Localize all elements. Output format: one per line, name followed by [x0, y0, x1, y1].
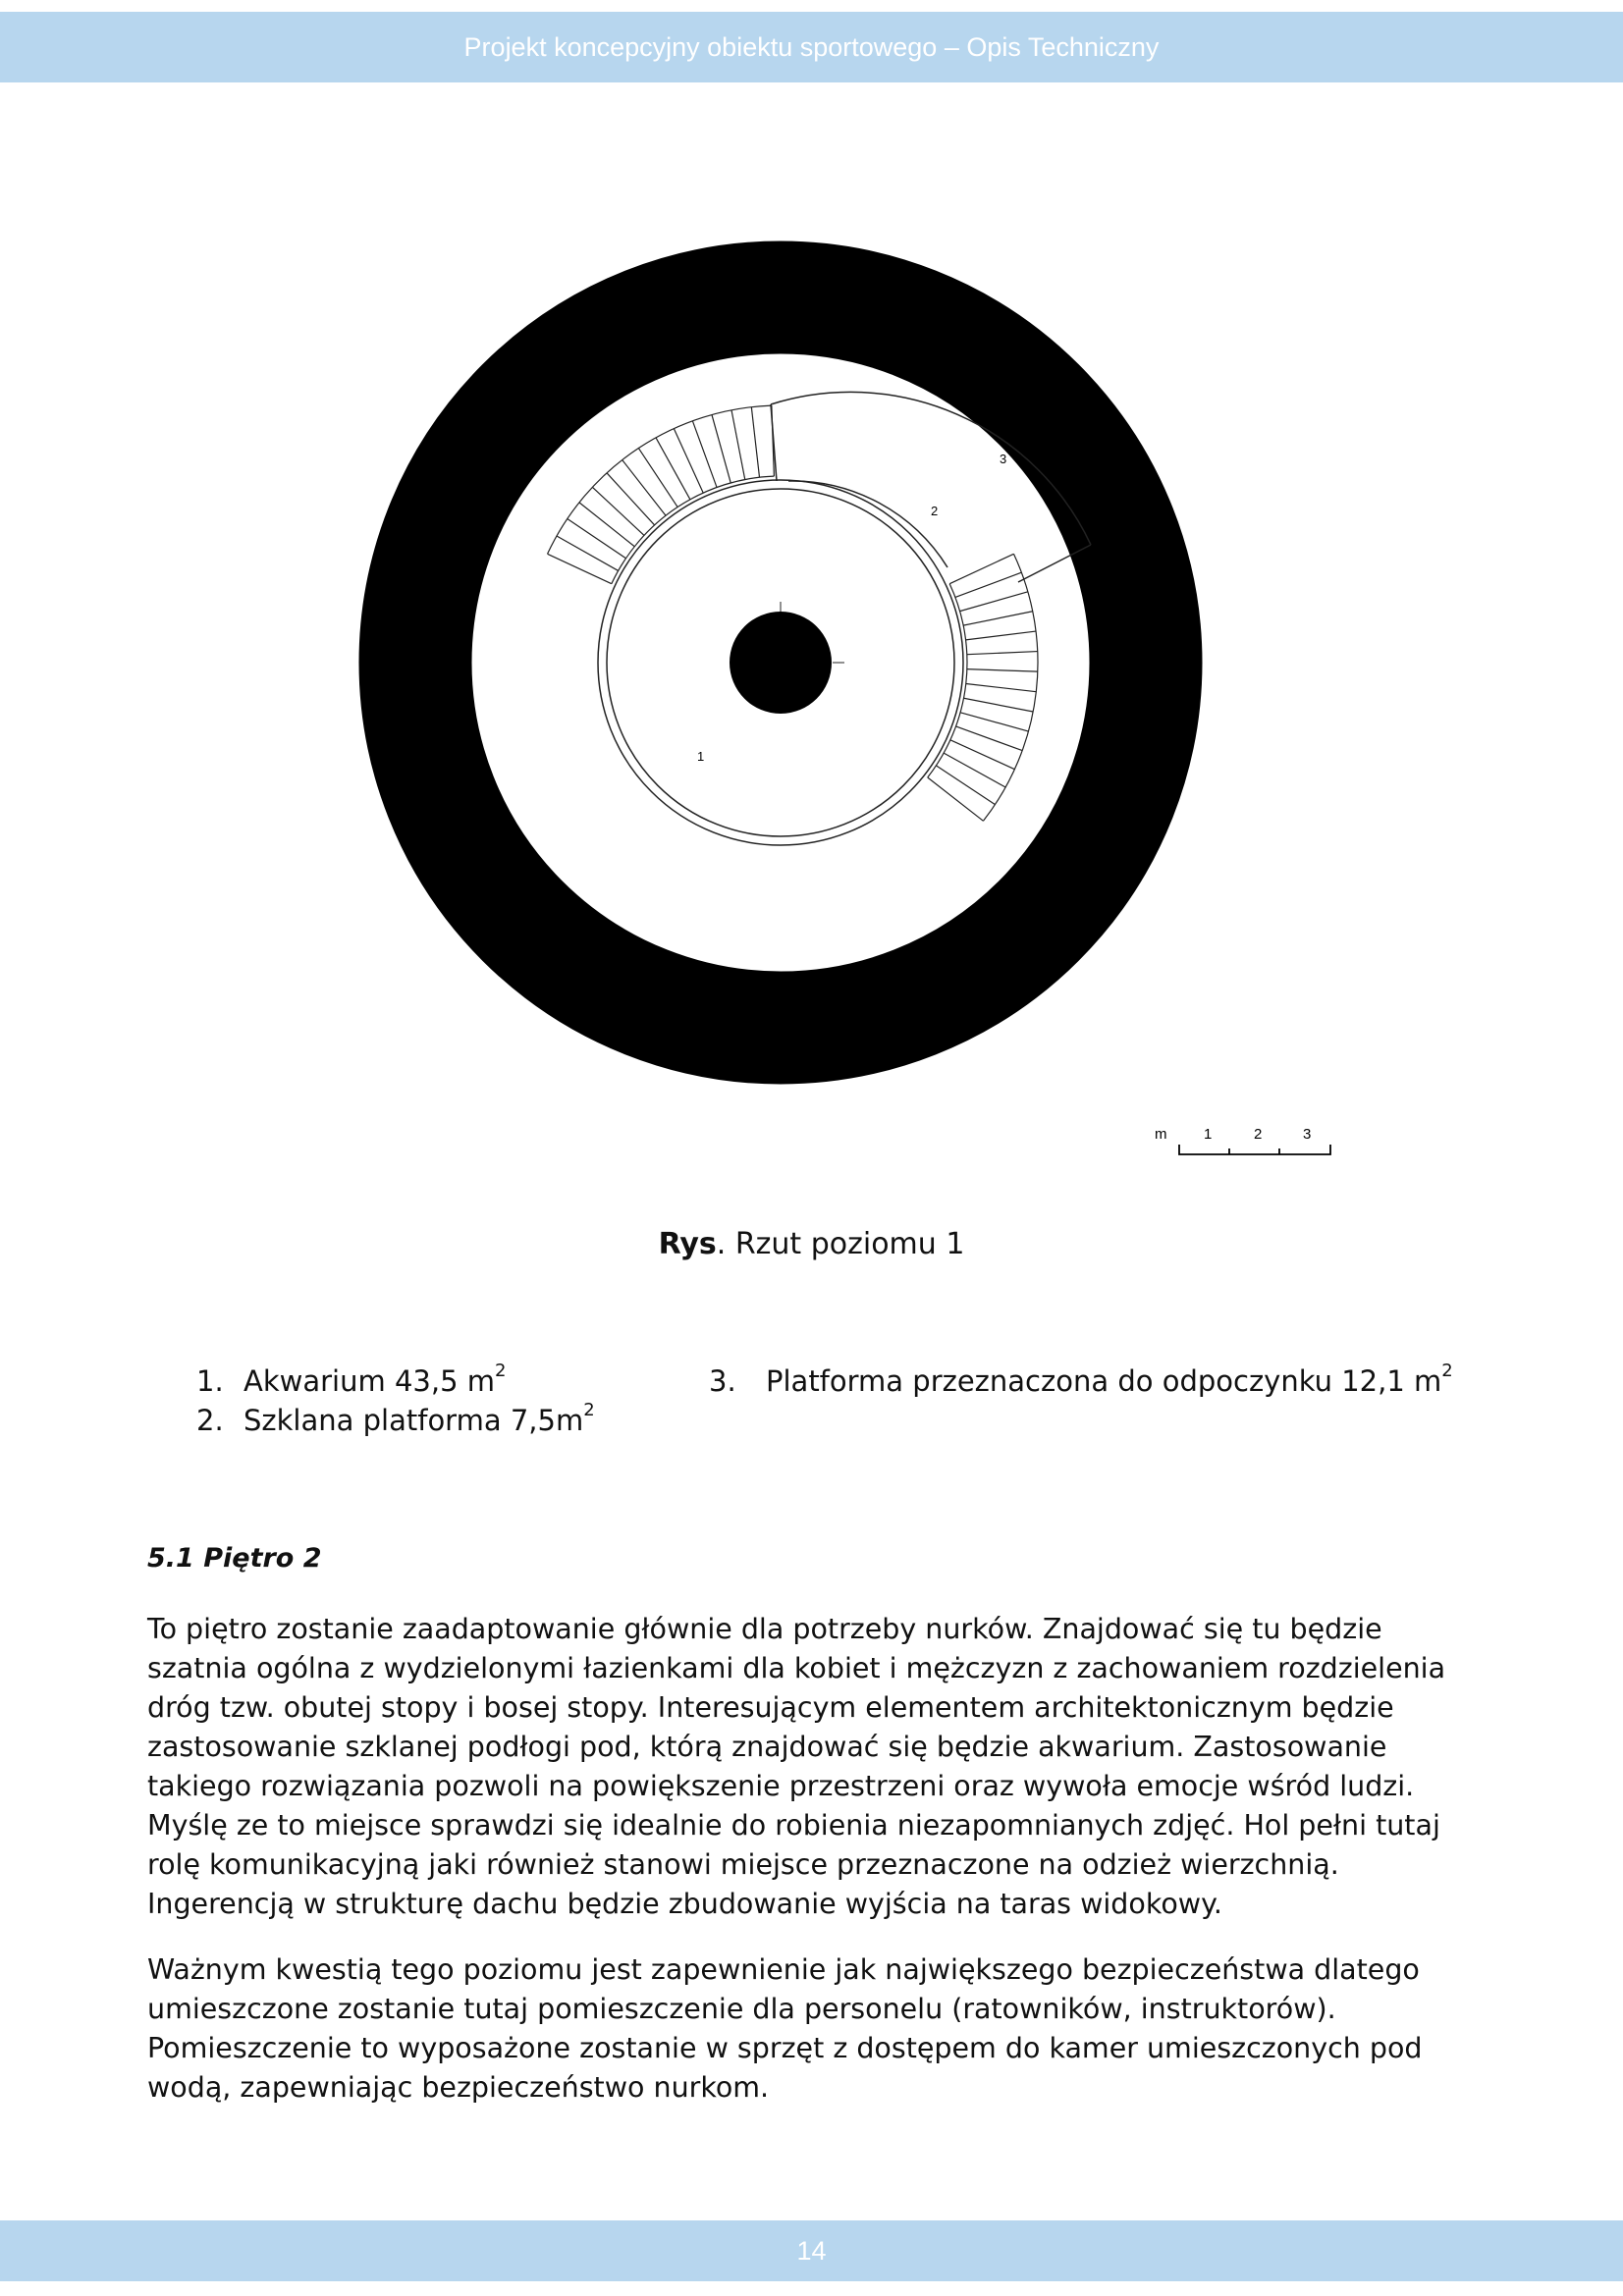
stair-step: [936, 766, 995, 805]
legend-item-2: [196, 1400, 595, 1437]
scale-tick-3: 3: [1303, 1126, 1312, 1143]
stair-step: [751, 407, 759, 478]
stair-right: [928, 554, 1038, 821]
room-label-1: 1: [697, 749, 705, 764]
page-footer: [0, 2220, 1623, 2281]
stair-step: [622, 460, 666, 516]
stair-step: [592, 487, 644, 535]
central-column: [730, 612, 832, 714]
stair-step: [568, 518, 626, 558]
scale-unit: m: [1155, 1126, 1167, 1143]
stair-step: [966, 684, 1037, 692]
legend-item-1: [196, 1361, 507, 1398]
page-header: [0, 12, 1623, 82]
stair-step: [557, 536, 619, 570]
stair-step: [712, 415, 730, 483]
caption-text: . Rzut poziomu 1: [716, 1227, 965, 1261]
body-paragraph-1: To piętro zostanie zaadaptowanie głównie dla potrzeby nurków. Znajdować się tu będzie szatnia ogólna z wydzielonymi łazienkami dla kobiet i mężczyzn z zachowaniem rozdzielenia dróg tzw. obutej stopy i bosej stopy. Interesującym elementem architektonicznym będzie zastosowanie szklanej podłogi pod, którą znajdować się będzie akwarium. Zastosowanie takiego rozwiązania pozwoli na powiększenie przestrzeni oraz wywoła emocje wśród ludzi. Myślę ze to miejsce sprawdzi się idealnie do robienia niezapomnianych zdjęć. Hol pełni tutaj rolę komunikacyjną jaki również stanowi miejsce przeznaczone na odzież wierzchnią. Ingerencją w strukturę dachu będzie zbudowanie wyjścia na taras widokowy.: [147, 1613, 1446, 1920]
legend-sup: 2: [495, 1361, 507, 1381]
stair-step: [967, 669, 1038, 672]
stair-step: [607, 473, 655, 525]
figure-caption: [0, 1227, 1623, 1261]
stair-step: [731, 410, 745, 480]
room-2-arc: [788, 481, 947, 567]
stair-step: [548, 554, 612, 583]
legend-sup: 2: [1441, 1361, 1453, 1381]
caption-bold: Rys: [658, 1227, 717, 1261]
scale-tick-2: 2: [1254, 1126, 1263, 1143]
stair-step: [944, 753, 1005, 787]
room-label-3: 3: [1000, 452, 1007, 466]
stair-step: [960, 713, 1028, 731]
legend-text: Szklana platforma 7,5m: [243, 1404, 584, 1437]
body-paragraph-2: Ważnym kwestią tego poziomu jest zapewnienie jak największego bezpieczeństwa dlatego umieszczone zostanie tutaj pomieszczenie dla personelu (ratowników, instruktorów). Pomieszczenie to wyposażone zostanie w sprzęt z dostępem do kamer umieszczonych pod wodą, zapewniając bezpieczeństwo nurkom.: [147, 1953, 1423, 2104]
legend-number: 3.: [709, 1364, 736, 1398]
scale-tick-1: 1: [1204, 1126, 1213, 1143]
page-number: 14: [796, 2235, 827, 2266]
stair-step: [638, 449, 677, 507]
stair-step: [967, 652, 1038, 655]
room-label-2: 2: [931, 504, 939, 518]
header-title: Projekt koncepcyjny obiektu sportowego – Opis Techniczny: [463, 31, 1160, 62]
stair-step: [960, 592, 1028, 612]
stair-upper-left: [548, 405, 775, 584]
legend-item-3: [709, 1361, 1453, 1398]
stair-step: [963, 612, 1033, 625]
legend-sup: 2: [583, 1400, 595, 1420]
scale-bar: [1155, 1125, 1341, 1164]
stair-step: [966, 631, 1036, 640]
stair-step: [928, 777, 984, 821]
stair-step: [964, 698, 1034, 712]
stair-step: [656, 438, 690, 500]
legend-number: 1.: [196, 1364, 224, 1398]
stair-step: [579, 503, 634, 547]
legend-text: Platforma przeznaczona do odpoczynku 12,1 m: [766, 1364, 1442, 1398]
legend-text: Akwarium 43,5 m: [243, 1364, 495, 1398]
stair-edge: [983, 554, 1038, 821]
section-title: 5.1 Piętro 2: [147, 1543, 322, 1574]
legend-number: 2.: [196, 1404, 224, 1437]
floor-plan-drawing: [358, 240, 1203, 1085]
